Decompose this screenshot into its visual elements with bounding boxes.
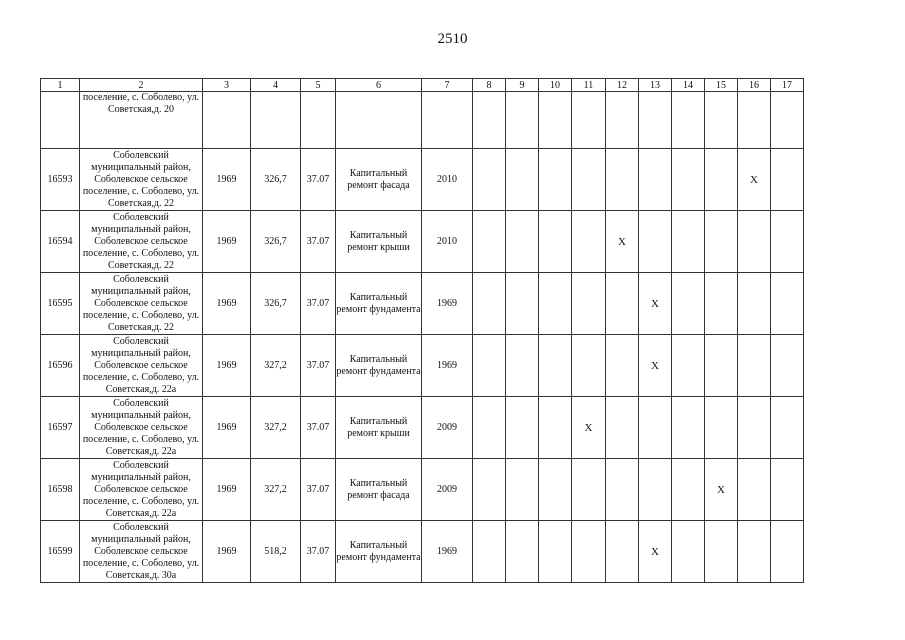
empty-cell (506, 459, 539, 521)
table-row (41, 273, 804, 335)
code-cell: 37.07 (301, 273, 336, 335)
empty-cell (301, 92, 336, 149)
x-mark-cell: X (639, 335, 672, 397)
empty-cell (738, 273, 771, 335)
column-header-10: 10 (539, 79, 572, 92)
empty-cell (672, 211, 705, 273)
code-cell: 37.07 (301, 211, 336, 273)
empty-cell (738, 521, 771, 583)
empty-cell (473, 92, 506, 149)
empty-cell (473, 149, 506, 211)
empty-cell (771, 211, 804, 273)
empty-cell (771, 459, 804, 521)
empty-cell (705, 521, 738, 583)
address-cell: Соболевский муниципальный район, Соболевское сельское поселение, с. Соболево, ул. Советская,д. 22 (80, 273, 203, 335)
register-table (40, 78, 804, 583)
empty-cell (572, 459, 606, 521)
empty-cell (606, 273, 639, 335)
area-cell: 326,7 (251, 211, 301, 273)
empty-cell (572, 149, 606, 211)
empty-cell (606, 335, 639, 397)
empty-cell (572, 335, 606, 397)
column-header-9: 9 (506, 79, 539, 92)
empty-cell (672, 149, 705, 211)
address-cell: Соболевский муниципальный район, Соболевское сельское поселение, с. Соболево, ул. Советская,д. 22 (80, 211, 203, 273)
code-cell: 37.07 (301, 149, 336, 211)
page-number: 2510 (437, 31, 468, 47)
year-cell: 1969 (203, 211, 251, 273)
work-year-cell: 2010 (422, 211, 473, 273)
empty-cell (606, 459, 639, 521)
empty-cell (506, 521, 539, 583)
record-id-cell: 16594 (41, 211, 80, 273)
column-header-16: 16 (738, 79, 771, 92)
empty-cell (771, 273, 804, 335)
empty-cell (506, 92, 539, 149)
record-id-cell: 16595 (41, 273, 80, 335)
empty-cell (572, 92, 606, 149)
column-header-11: 11 (572, 79, 606, 92)
empty-cell (572, 273, 606, 335)
work-year-cell: 2009 (422, 459, 473, 521)
empty-cell (473, 459, 506, 521)
record-id-cell: 16596 (41, 335, 80, 397)
empty-cell (705, 92, 738, 149)
work-type-cell: Капитальный ремонт крыши (336, 211, 422, 273)
x-mark-cell: X (738, 149, 771, 211)
empty-cell (639, 459, 672, 521)
year-cell: 1969 (203, 397, 251, 459)
year-cell: 1969 (203, 273, 251, 335)
empty-cell (639, 149, 672, 211)
year-cell: 1969 (203, 149, 251, 211)
empty-cell (672, 92, 705, 149)
year-cell: 1969 (203, 459, 251, 521)
table-row (41, 211, 804, 273)
record-id-cell: 16598 (41, 459, 80, 521)
work-type-cell: Капитальный ремонт фасада (336, 459, 422, 521)
table-row-continuation (41, 92, 804, 149)
column-header-8: 8 (473, 79, 506, 92)
area-cell: 327,2 (251, 397, 301, 459)
x-mark-cell: X (606, 211, 639, 273)
empty-cell (771, 149, 804, 211)
empty-cell (771, 521, 804, 583)
x-mark-cell: X (572, 397, 606, 459)
column-header-2: 2 (80, 79, 203, 92)
empty-cell (606, 92, 639, 149)
work-year-cell: 1969 (422, 273, 473, 335)
record-id-cell: 16599 (41, 521, 80, 583)
empty-cell (572, 521, 606, 583)
column-header-5: 5 (301, 79, 336, 92)
address-cell: Соболевский муниципальный район, Соболевское сельское поселение, с. Соболево, ул. Советская,д. 22а (80, 459, 203, 521)
empty-cell (606, 397, 639, 459)
work-year-cell: 1969 (422, 521, 473, 583)
area-cell: 326,7 (251, 273, 301, 335)
x-mark-cell: X (639, 273, 672, 335)
code-cell: 37.07 (301, 397, 336, 459)
area-cell: 326,7 (251, 149, 301, 211)
empty-cell (506, 211, 539, 273)
empty-cell (672, 397, 705, 459)
table-row (41, 335, 804, 397)
empty-cell (41, 92, 80, 149)
table-row (41, 397, 804, 459)
code-cell: 37.07 (301, 459, 336, 521)
empty-cell (738, 397, 771, 459)
work-type-cell: Капитальный ремонт фундамента (336, 273, 422, 335)
empty-cell (422, 92, 473, 149)
empty-cell (705, 149, 738, 211)
empty-cell (539, 521, 572, 583)
column-header-14: 14 (672, 79, 705, 92)
empty-cell (606, 149, 639, 211)
year-cell: 1969 (203, 521, 251, 583)
record-id-cell: 16597 (41, 397, 80, 459)
empty-cell (572, 211, 606, 273)
work-type-cell: Капитальный ремонт крыши (336, 397, 422, 459)
empty-cell (539, 273, 572, 335)
area-cell: 327,2 (251, 335, 301, 397)
empty-cell (539, 92, 572, 149)
empty-cell (539, 149, 572, 211)
empty-cell (506, 273, 539, 335)
empty-cell (473, 273, 506, 335)
table-row (41, 459, 804, 521)
header-row (41, 79, 804, 92)
address-cell: поселение, с. Соболево, ул. Советская,д. 20 (80, 92, 203, 149)
year-cell: 1969 (203, 335, 251, 397)
empty-cell (539, 335, 572, 397)
empty-cell (672, 521, 705, 583)
work-type-cell: Капитальный ремонт фундамента (336, 521, 422, 583)
empty-cell (506, 149, 539, 211)
work-type-cell: Капитальный ремонт фасада (336, 149, 422, 211)
empty-cell (738, 211, 771, 273)
empty-cell (738, 92, 771, 149)
address-cell: Соболевский муниципальный район, Соболевское сельское поселение, с. Соболево, ул. Советская,д. 22 (80, 149, 203, 211)
empty-cell (336, 92, 422, 149)
x-mark-cell: X (639, 521, 672, 583)
area-cell: 327,2 (251, 459, 301, 521)
empty-cell (639, 92, 672, 149)
table-row (41, 521, 804, 583)
empty-cell (473, 397, 506, 459)
work-type-cell: Капитальный ремонт фундамента (336, 335, 422, 397)
empty-cell (539, 211, 572, 273)
empty-cell (539, 459, 572, 521)
empty-cell (771, 335, 804, 397)
column-header-7: 7 (422, 79, 473, 92)
code-cell: 37.07 (301, 521, 336, 583)
empty-cell (251, 92, 301, 149)
record-id-cell: 16593 (41, 149, 80, 211)
work-year-cell: 2009 (422, 397, 473, 459)
address-cell: Соболевский муниципальный район, Соболевское сельское поселение, с. Соболево, ул. Советская,д. 22а (80, 397, 203, 459)
table-row (41, 149, 804, 211)
empty-cell (539, 397, 572, 459)
work-year-cell: 2010 (422, 149, 473, 211)
column-header-17: 17 (771, 79, 804, 92)
empty-cell (771, 92, 804, 149)
area-cell: 518,2 (251, 521, 301, 583)
empty-cell (705, 335, 738, 397)
empty-cell (639, 397, 672, 459)
column-header-6: 6 (336, 79, 422, 92)
empty-cell (705, 211, 738, 273)
empty-cell (738, 335, 771, 397)
empty-cell (672, 335, 705, 397)
column-header-1: 1 (41, 79, 80, 92)
x-mark-cell: X (705, 459, 738, 521)
empty-cell (705, 273, 738, 335)
empty-cell (506, 397, 539, 459)
empty-cell (506, 335, 539, 397)
column-header-13: 13 (639, 79, 672, 92)
column-header-4: 4 (251, 79, 301, 92)
empty-cell (473, 211, 506, 273)
empty-cell (771, 397, 804, 459)
empty-cell (473, 521, 506, 583)
empty-cell (473, 335, 506, 397)
code-cell: 37.07 (301, 335, 336, 397)
address-cell: Соболевский муниципальный район, Соболевское сельское поселение, с. Соболево, ул. Советская,д. 22а (80, 335, 203, 397)
column-header-12: 12 (606, 79, 639, 92)
column-header-3: 3 (203, 79, 251, 92)
empty-cell (672, 459, 705, 521)
column-header-15: 15 (705, 79, 738, 92)
address-cell: Соболевский муниципальный район, Соболевское сельское поселение, с. Соболево, ул. Советская,д. 30а (80, 521, 203, 583)
empty-cell (639, 211, 672, 273)
work-year-cell: 1969 (422, 335, 473, 397)
empty-cell (203, 92, 251, 149)
empty-cell (606, 521, 639, 583)
empty-cell (705, 397, 738, 459)
empty-cell (738, 459, 771, 521)
empty-cell (672, 273, 705, 335)
